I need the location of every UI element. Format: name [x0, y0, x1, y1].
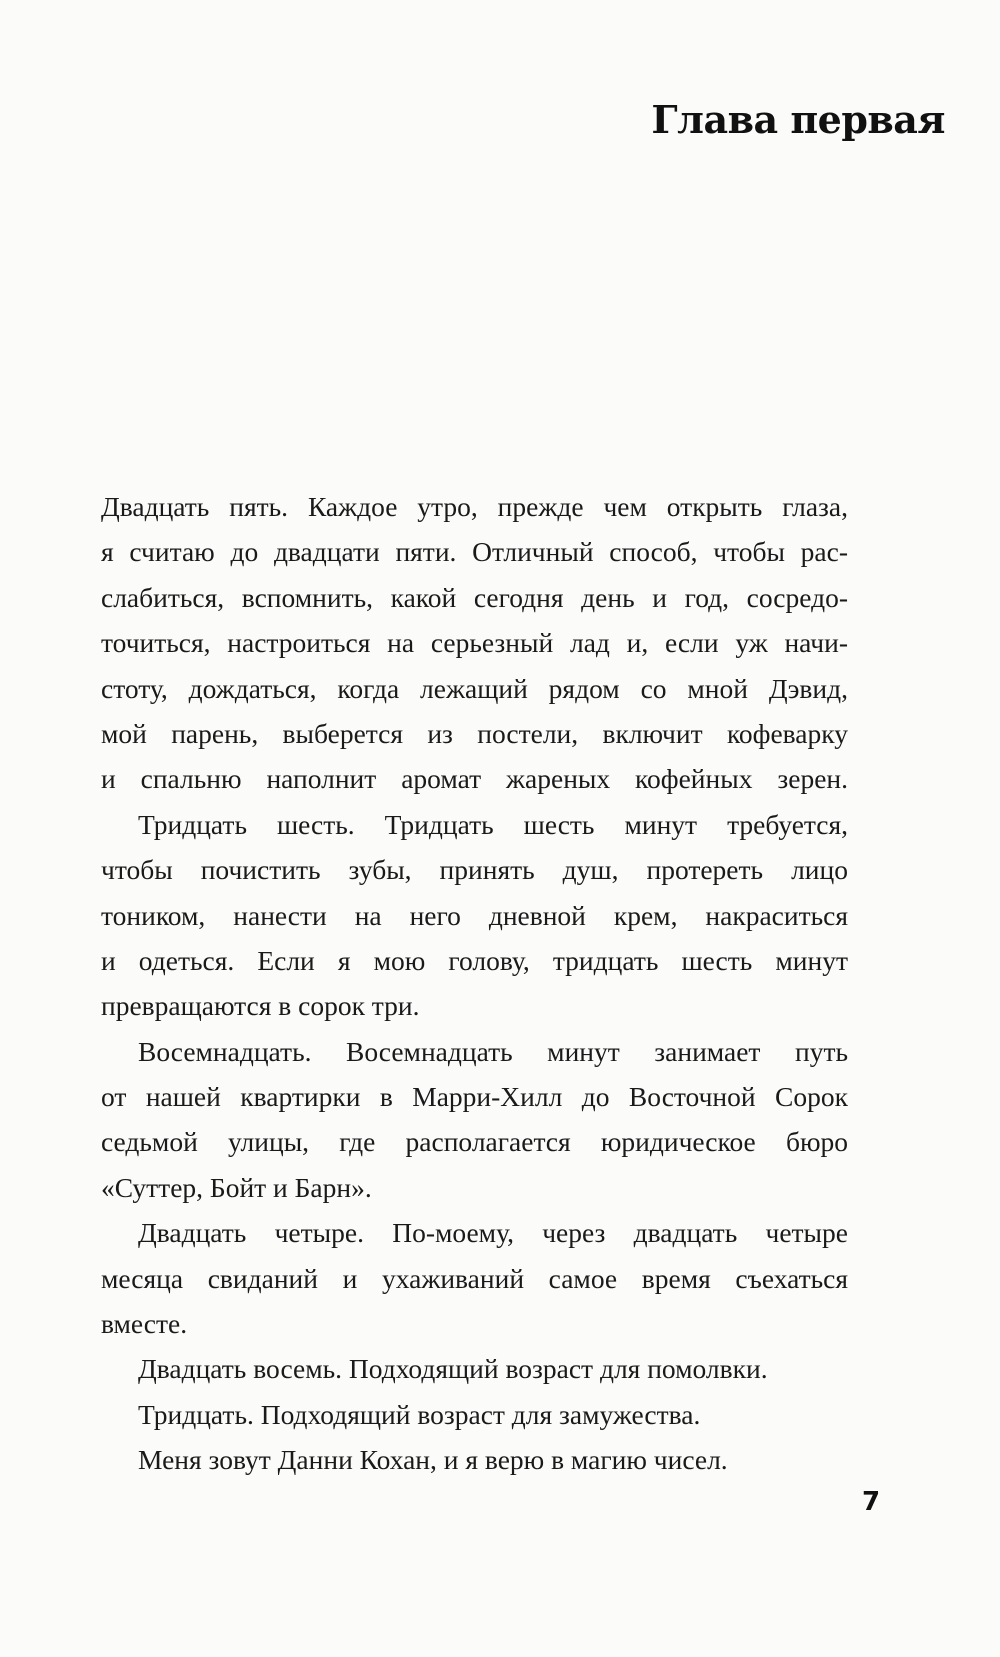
- text-line: Тридцать шесть. Тридцать шесть минут требуется,: [138, 808, 848, 840]
- text-line: Тридцать. Подходящий возраст для замужества.: [138, 1398, 701, 1430]
- text-line: точиться, настроиться на серьезный лад и, если уж начи-: [101, 627, 848, 659]
- text-line: седьмой улицы, где располагается юридическое бюро: [101, 1126, 848, 1158]
- paragraph: [101, 1346, 848, 1391]
- text-line: и одеться. Если я мою голову, тридцать шесть минут: [101, 944, 848, 976]
- page-number: 7: [862, 1487, 881, 1517]
- paragraph: [101, 1029, 848, 1211]
- text-line: Двадцать четыре. По-моему, через двадцать четыре: [138, 1217, 848, 1249]
- paragraph: [101, 1210, 848, 1346]
- text-line: Двадцать восемь. Подходящий возраст для помолвки.: [138, 1353, 768, 1385]
- paragraph: [101, 802, 848, 1029]
- text-line: тоником, нанести на него дневной крем, накраситься: [101, 899, 848, 931]
- text-line: месяца свиданий и ухаживаний самое время съехаться: [101, 1262, 848, 1294]
- text-line: чтобы почистить зубы, принять душ, протереть лицо: [101, 854, 848, 886]
- text-line: и спальню наполнит аромат жареных кофейных зерен.: [101, 763, 848, 795]
- text-line: превращаются в сорок три.: [101, 990, 420, 1022]
- text-line: вместе.: [101, 1308, 188, 1340]
- text-line: я считаю до двадцати пяти. Отличный способ, чтобы рас-: [101, 536, 848, 568]
- text-line: Восемнадцать. Восемнадцать минут занимает путь: [138, 1035, 848, 1067]
- text-line: стоту, дождаться, когда лежащий рядом со мной Дэвид,: [101, 672, 848, 704]
- paragraph: [101, 1437, 848, 1482]
- text-line: мой парень, выберется из постели, включит кофеварку: [101, 717, 848, 749]
- text-line: слабиться, вспомнить, какой сегодня день и год, сосредо-: [101, 581, 848, 613]
- text-line: от нашей квартирки в Марри-Хилл до Восточной Сорок: [101, 1081, 848, 1113]
- chapter-title: Глава первая: [651, 97, 945, 142]
- body-text: [101, 484, 848, 1483]
- text-line: Двадцать пять. Каждое утро, прежде чем открыть глаза,: [101, 491, 848, 522]
- paragraph: [101, 484, 848, 802]
- text-line: Меня зовут Данни Кохан, и я верю в магию чисел.: [138, 1444, 728, 1476]
- paragraph: [101, 1392, 848, 1437]
- text-line: «Суттер, Бойт и Барн».: [101, 1171, 372, 1203]
